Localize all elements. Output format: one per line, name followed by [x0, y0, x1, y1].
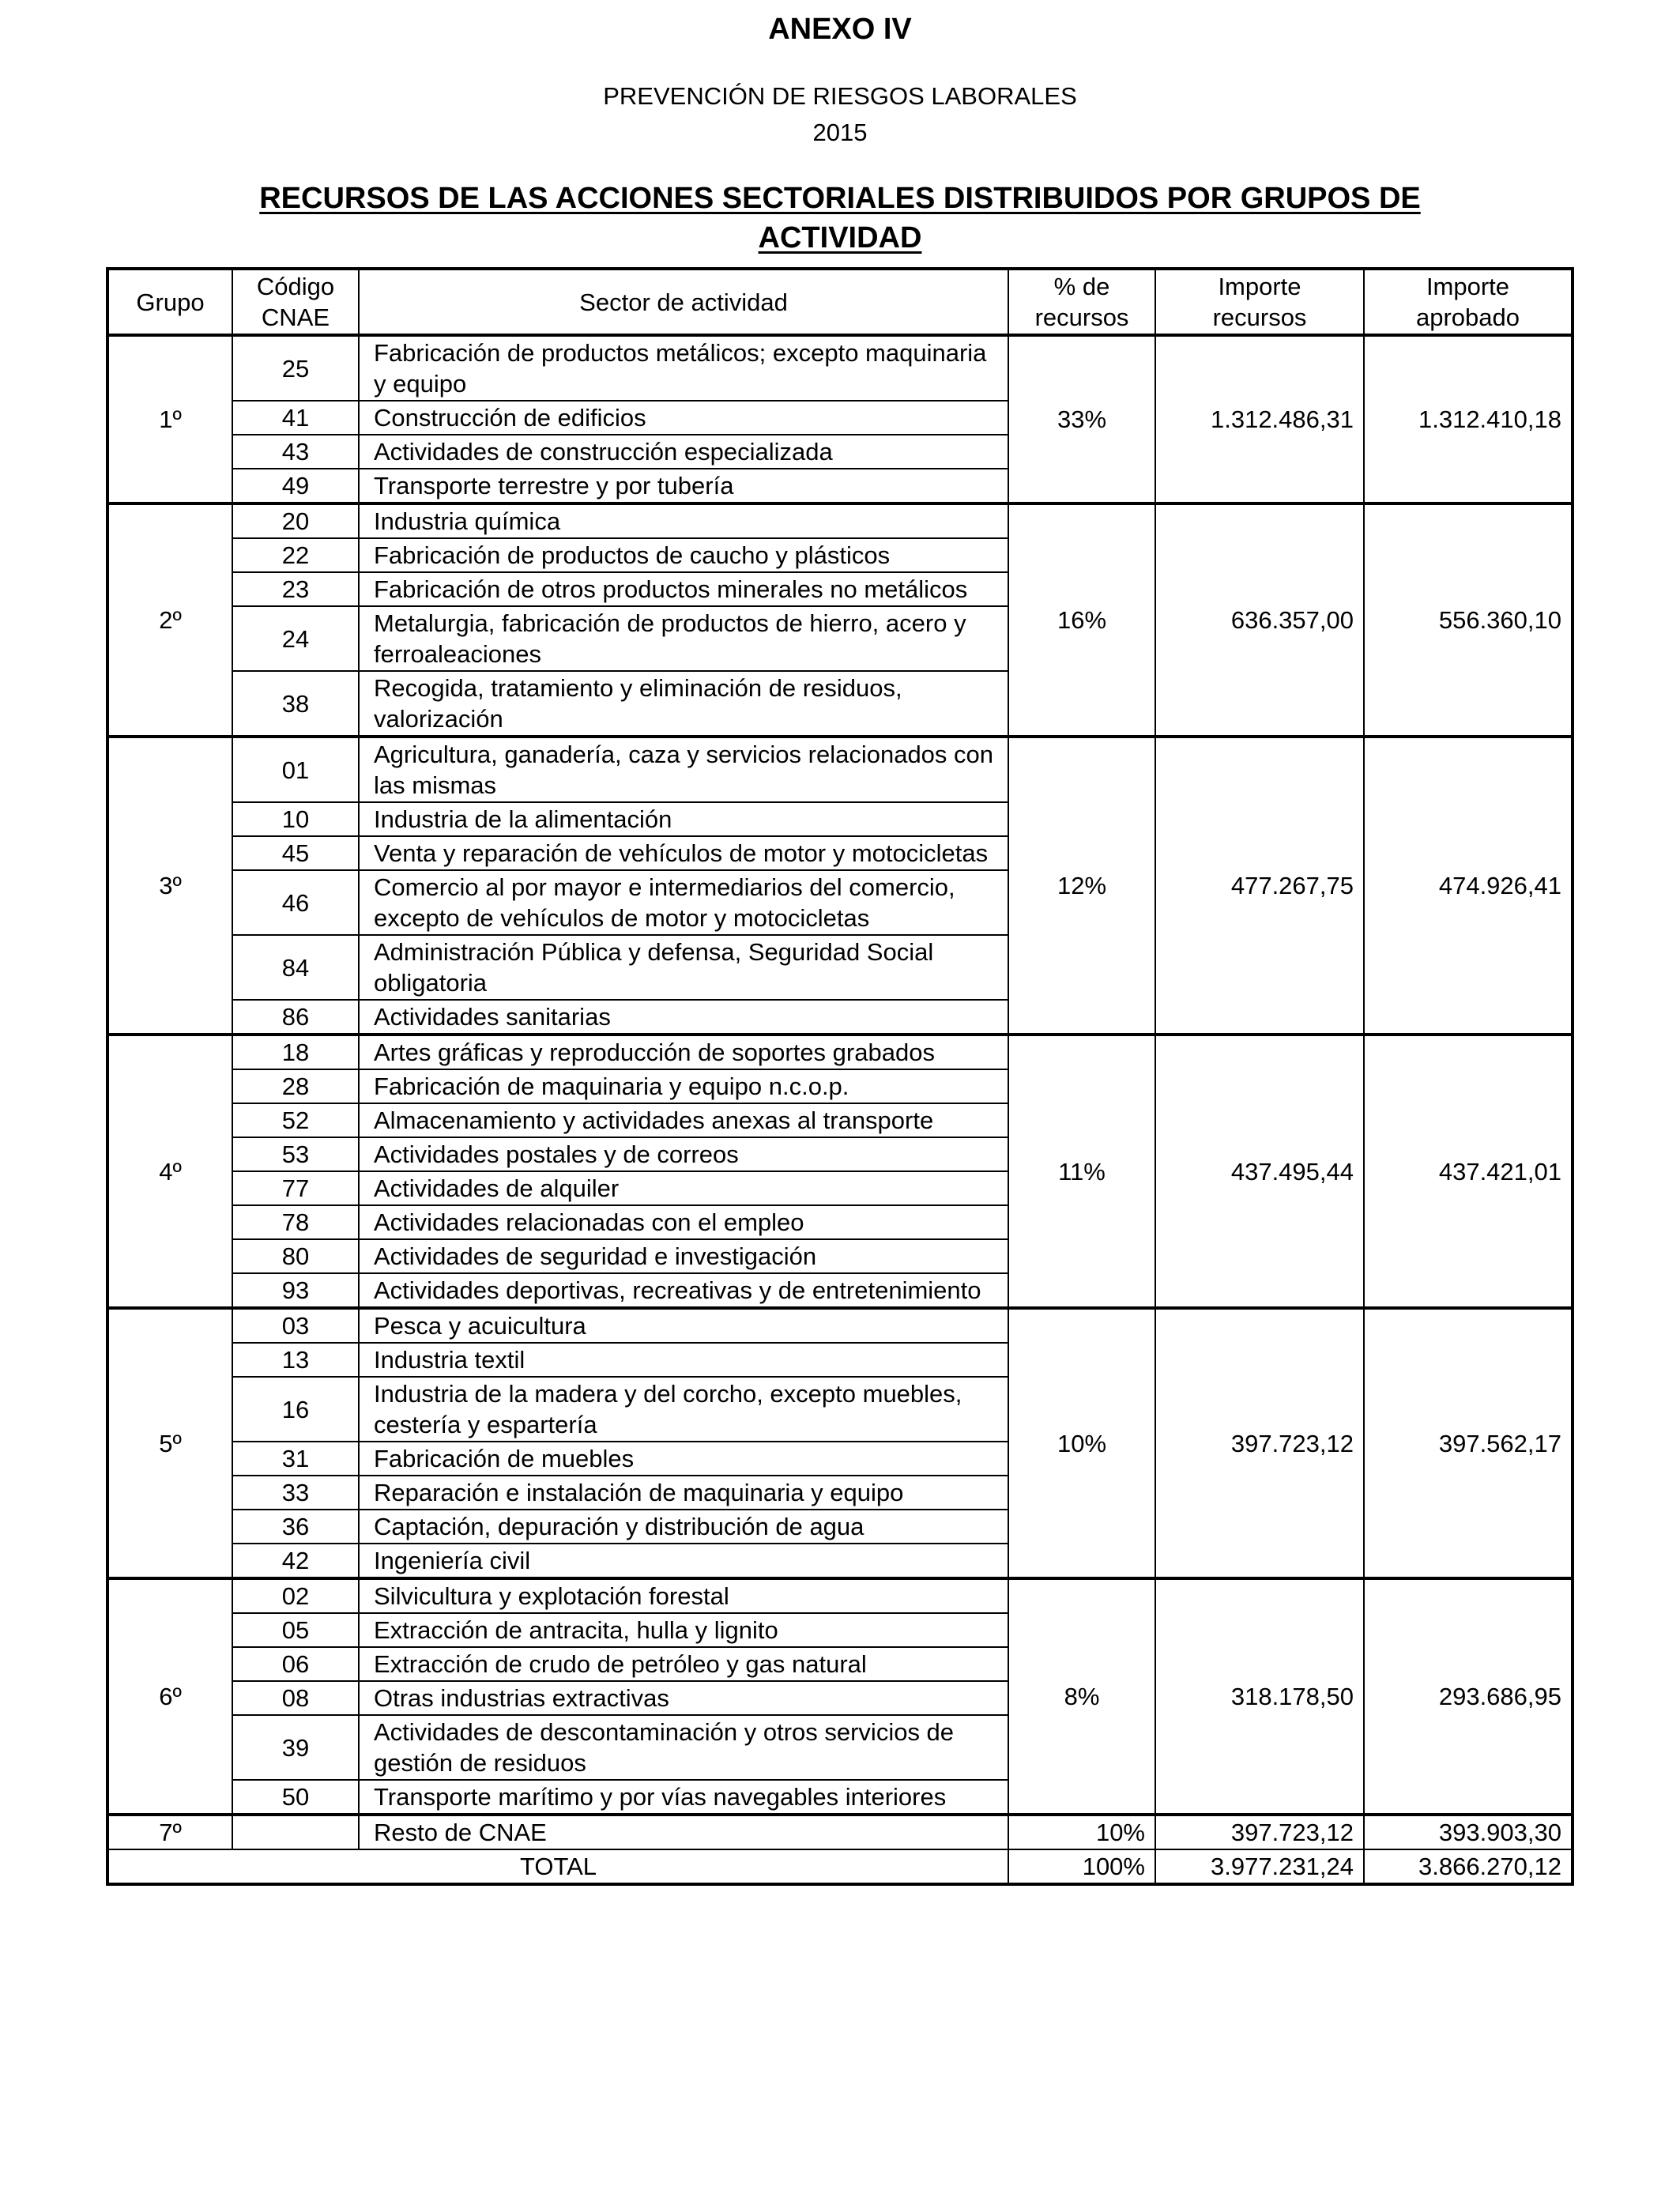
group-pct-cell: 10% [1008, 1815, 1155, 1849]
sector-cell: Silvicultura y explotación forestal [359, 1578, 1008, 1613]
sector-cell: Captación, depuración y distribución de agua [359, 1510, 1008, 1544]
group-pct-cell: 12% [1008, 737, 1155, 1035]
header-importe-aprobado: Importe aprobado [1364, 269, 1573, 335]
cnae-code-cell: 52 [232, 1103, 359, 1137]
cnae-code-cell: 03 [232, 1308, 359, 1343]
cnae-code-cell: 05 [232, 1613, 359, 1647]
table-body [107, 335, 1573, 1849]
group-importe-aprobado-cell: 474.926,41 [1364, 737, 1573, 1035]
group-cell: 4º [107, 1035, 232, 1308]
sector-cell: Transporte marítimo y por vías navegables interiores [359, 1780, 1008, 1815]
table-header-row [107, 269, 1573, 335]
sector-cell: Actividades de descontaminación y otros servicios de gestión de residuos [359, 1715, 1008, 1780]
cnae-code-cell: 33 [232, 1476, 359, 1510]
sector-cell: Transporte terrestre y por tubería [359, 469, 1008, 503]
total-pct: 100% [1008, 1849, 1155, 1884]
group-cell: 3º [107, 737, 232, 1035]
cnae-code-cell: 42 [232, 1544, 359, 1578]
header-porcentaje: % de recursos [1008, 269, 1155, 335]
header-codigo-cnae: Código CNAE [232, 269, 359, 335]
cnae-code-cell: 93 [232, 1273, 359, 1308]
document-subtitle: PREVENCIÓN DE RIESGOS LABORALES [603, 82, 1077, 110]
cnae-code-cell: 53 [232, 1137, 359, 1171]
cnae-code-cell: 49 [232, 469, 359, 503]
group-importe-aprobado-cell: 437.421,01 [1364, 1035, 1573, 1308]
sector-cell: Metalurgia, fabricación de productos de hierro, acero y ferroaleaciones [359, 606, 1008, 671]
cnae-code-cell: 06 [232, 1647, 359, 1681]
group-importe-recursos-cell: 477.267,75 [1155, 737, 1364, 1035]
sector-cell: Actividades de alquiler [359, 1171, 1008, 1205]
cnae-code-cell: 23 [232, 572, 359, 606]
sector-cell: Actividades de seguridad e investigación [359, 1239, 1008, 1273]
header-grupo: Grupo [107, 269, 232, 335]
cnae-code-cell: 25 [232, 335, 359, 401]
cnae-code-cell: 43 [232, 435, 359, 469]
cnae-code-cell: 20 [232, 503, 359, 538]
group-cell: 6º [107, 1578, 232, 1815]
cnae-code-cell: 84 [232, 935, 359, 1000]
cnae-code-cell [232, 1815, 359, 1849]
cnae-code-cell: 01 [232, 737, 359, 802]
cnae-code-cell: 39 [232, 1715, 359, 1780]
table-row [107, 1578, 1573, 1613]
document-year: 2015 [812, 119, 868, 146]
sector-cell: Actividades deportivas, recreativas y de entretenimiento [359, 1273, 1008, 1308]
cnae-code-cell: 36 [232, 1510, 359, 1544]
group-importe-recursos-cell: 318.178,50 [1155, 1578, 1364, 1815]
sector-cell: Pesca y acuicultura [359, 1308, 1008, 1343]
sector-cell: Fabricación de productos metálicos; excepto maquinaria y equipo [359, 335, 1008, 401]
group-importe-aprobado-cell: 556.360,10 [1364, 503, 1573, 737]
group-importe-recursos-cell: 397.723,12 [1155, 1815, 1364, 1849]
sector-cell: Artes gráficas y reproducción de soportes grabados [359, 1035, 1008, 1069]
sector-cell: Comercio al por mayor e intermediarios del comercio, excepto de vehículos de motor y motocicletas [359, 870, 1008, 935]
cnae-code-cell: 45 [232, 836, 359, 870]
sector-cell: Extracción de antracita, hulla y lignito [359, 1613, 1008, 1647]
group-importe-recursos-cell: 636.357,00 [1155, 503, 1364, 737]
group-pct-cell: 11% [1008, 1035, 1155, 1308]
group-cell: 1º [107, 335, 232, 503]
group-importe-recursos-cell: 1.312.486,31 [1155, 335, 1364, 503]
cnae-code-cell: 22 [232, 538, 359, 572]
sector-cell: Resto de CNAE [359, 1815, 1008, 1849]
cnae-code-cell: 50 [232, 1780, 359, 1815]
table-row [107, 503, 1573, 538]
group-importe-recursos-cell: 437.495,44 [1155, 1035, 1364, 1308]
table-row [107, 335, 1573, 401]
total-label: TOTAL [107, 1849, 1008, 1884]
group-pct-cell: 33% [1008, 335, 1155, 503]
header-sector: Sector de actividad [359, 269, 1008, 335]
sector-cell: Almacenamiento y actividades anexas al transporte [359, 1103, 1008, 1137]
cnae-code-cell: 10 [232, 802, 359, 836]
cnae-code-cell: 80 [232, 1239, 359, 1273]
sector-cell: Actividades relacionadas con el empleo [359, 1205, 1008, 1239]
table-row [107, 1035, 1573, 1069]
cnae-code-cell: 78 [232, 1205, 359, 1239]
cnae-code-cell: 41 [232, 401, 359, 435]
sector-cell: Actividades postales y de correos [359, 1137, 1008, 1171]
sector-cell: Extracción de crudo de petróleo y gas natural [359, 1647, 1008, 1681]
sector-cell: Venta y reparación de vehículos de motor y motocicletas [359, 836, 1008, 870]
group-pct-cell: 8% [1008, 1578, 1155, 1815]
group-importe-aprobado-cell: 393.903,30 [1364, 1815, 1573, 1849]
cnae-code-cell: 38 [232, 671, 359, 737]
cnae-code-cell: 08 [232, 1681, 359, 1715]
table-title: RECURSOS DE LAS ACCIONES SECTORIALES DISTRIBUIDOS POR GRUPOS DE ACTIVIDAD [259, 182, 1421, 254]
sector-cell: Otras industrias extractivas [359, 1681, 1008, 1715]
sector-cell: Industria química [359, 503, 1008, 538]
cnae-code-cell: 16 [232, 1377, 359, 1442]
table-row [107, 1815, 1573, 1849]
annex-title: ANEXO IV [768, 13, 912, 46]
group-importe-aprobado-cell: 293.686,95 [1364, 1578, 1573, 1815]
cnae-code-cell: 77 [232, 1171, 359, 1205]
group-importe-aprobado-cell: 397.562,17 [1364, 1308, 1573, 1578]
cnae-code-cell: 31 [232, 1442, 359, 1476]
group-cell: 2º [107, 503, 232, 737]
group-importe-aprobado-cell: 1.312.410,18 [1364, 335, 1573, 503]
group-importe-recursos-cell: 397.723,12 [1155, 1308, 1364, 1578]
sector-cell: Fabricación de muebles [359, 1442, 1008, 1476]
sector-cell: Ingeniería civil [359, 1544, 1008, 1578]
cnae-code-cell: 46 [232, 870, 359, 935]
sector-cell: Fabricación de otros productos minerales no metálicos [359, 572, 1008, 606]
table-row [107, 1308, 1573, 1343]
group-pct-cell: 10% [1008, 1308, 1155, 1578]
header-importe-recursos: Importe recursos [1155, 269, 1364, 335]
cnae-code-cell: 24 [232, 606, 359, 671]
group-pct-cell: 16% [1008, 503, 1155, 737]
resources-table [106, 267, 1574, 1886]
group-cell: 7º [107, 1815, 232, 1849]
total-importe-recursos: 3.977.231,24 [1155, 1849, 1364, 1884]
sector-cell: Industria de la alimentación [359, 802, 1008, 836]
sector-cell: Industria textil [359, 1343, 1008, 1377]
sector-cell: Actividades sanitarias [359, 1000, 1008, 1035]
cnae-code-cell: 02 [232, 1578, 359, 1613]
sector-cell: Agricultura, ganadería, caza y servicios relacionados con las mismas [359, 737, 1008, 802]
cnae-code-cell: 13 [232, 1343, 359, 1377]
sector-cell: Construcción de edificios [359, 401, 1008, 435]
sector-cell: Fabricación de maquinaria y equipo n.c.o.p. [359, 1069, 1008, 1103]
sector-cell: Administración Pública y defensa, Seguridad Social obligatoria [359, 935, 1008, 1000]
sector-cell: Industria de la madera y del corcho, excepto muebles, cestería y espartería [359, 1377, 1008, 1442]
sector-cell: Reparación e instalación de maquinaria y equipo [359, 1476, 1008, 1510]
group-cell: 5º [107, 1308, 232, 1578]
cnae-code-cell: 18 [232, 1035, 359, 1069]
sector-cell: Fabricación de productos de caucho y plásticos [359, 538, 1008, 572]
sector-cell: Actividades de construcción especializada [359, 435, 1008, 469]
cnae-code-cell: 28 [232, 1069, 359, 1103]
total-importe-aprobado: 3.866.270,12 [1364, 1849, 1573, 1884]
sector-cell: Recogida, tratamiento y eliminación de residuos, valorización [359, 671, 1008, 737]
table-row [107, 737, 1573, 802]
total-row [107, 1849, 1573, 1884]
cnae-code-cell: 86 [232, 1000, 359, 1035]
